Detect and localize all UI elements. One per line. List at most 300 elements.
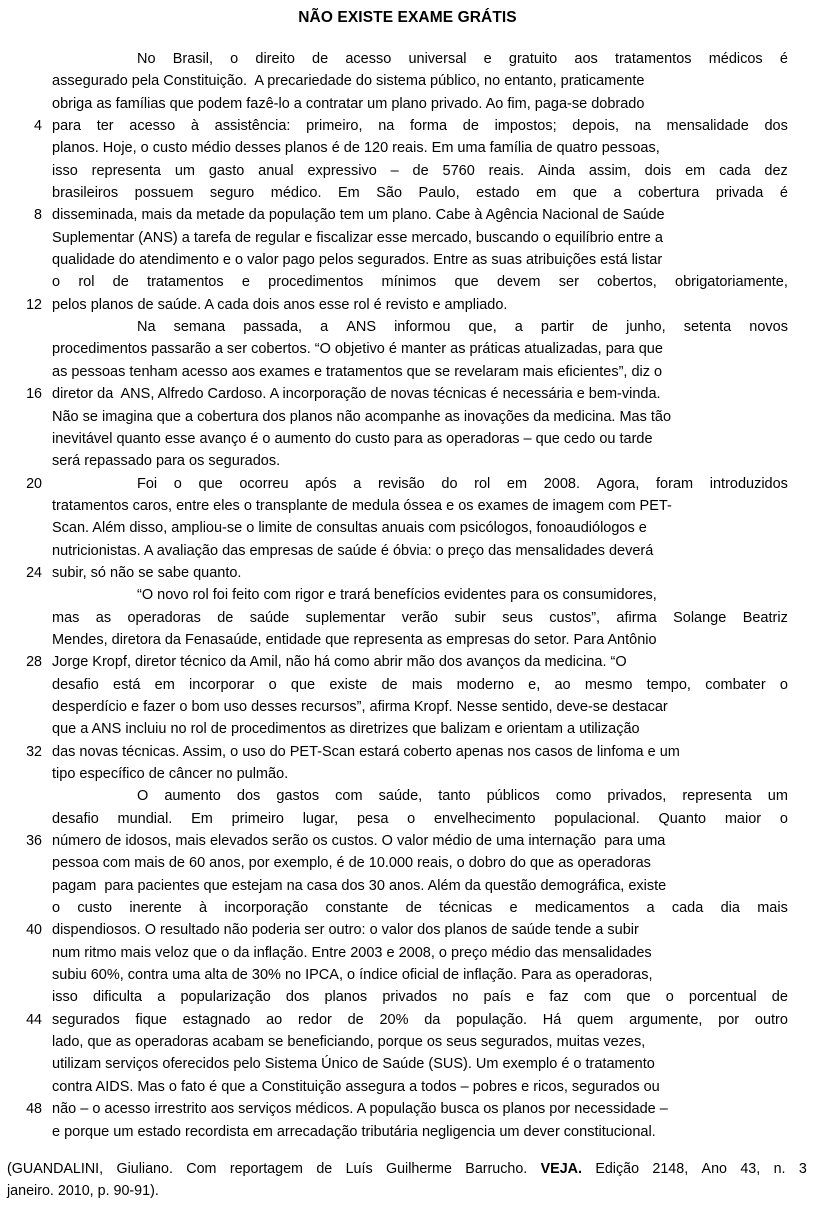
word: forma: [410, 118, 448, 135]
line-text: [52, 674, 788, 696]
word: 3: [798, 1161, 807, 1177]
text-line: [0, 964, 815, 986]
word: o: [407, 810, 416, 827]
word: que: [290, 676, 316, 693]
word: e: [509, 900, 518, 917]
word: quem: [577, 1011, 614, 1028]
text-line: [0, 942, 815, 964]
word: constante: [325, 900, 389, 917]
word: devem: [496, 274, 541, 291]
word: o: [52, 900, 61, 917]
line-text: qualidade do atendimento e o valor pago pelos segurados. Entre as suas atribuições está listar: [52, 252, 663, 269]
text-line: [0, 986, 815, 1008]
word: foram: [656, 475, 694, 492]
word: O: [137, 788, 149, 805]
line-text: número de idosos, mais elevados serão os custos. O valor médio de uma internação para uma: [52, 833, 666, 850]
word: que,: [468, 319, 497, 336]
text-line: [0, 830, 815, 852]
word: acesso: [345, 51, 392, 67]
word: o: [52, 274, 61, 291]
text-line: [0, 607, 815, 629]
line-text: subiu 60%, contra uma alta de 30% no IPCA, o índice oficial de inflação. Para as operadoras,: [52, 967, 653, 984]
word: dia: [720, 900, 740, 917]
word: afirma: [616, 609, 657, 626]
word: operadoras: [127, 609, 201, 626]
word: públicos: [486, 788, 540, 805]
word: mesmo: [584, 676, 633, 693]
word: informou: [394, 319, 451, 336]
word: e: [483, 51, 492, 67]
word: rol: [474, 475, 491, 492]
word: gastos: [276, 788, 320, 805]
word: 5760: [442, 162, 475, 179]
word: o: [665, 989, 674, 1006]
word: Em: [338, 185, 360, 202]
text-line: [0, 919, 815, 941]
word: ao: [266, 1011, 283, 1028]
text-line: [0, 741, 815, 763]
word: de: [591, 319, 609, 336]
word: de: [412, 162, 429, 179]
word: mundial.: [117, 810, 173, 827]
line-text: lado, que as operadoras acabam se beneficiando, porque os seus segurados, muitas vezes,: [52, 1034, 646, 1051]
word: e: [526, 989, 535, 1006]
word: depois,: [572, 118, 620, 135]
word: impostos;: [494, 118, 557, 135]
text-line: [0, 785, 815, 807]
line-text: subir, só não se sabe quanto.: [52, 564, 242, 581]
word: de: [312, 51, 329, 67]
line-text: tipo específico de câncer no pulmão.: [52, 766, 289, 782]
text-line: [0, 1031, 815, 1053]
word: o: [779, 810, 788, 827]
text-line: [0, 249, 815, 271]
word: a: [353, 475, 362, 492]
word: e,: [528, 676, 541, 693]
word: (GUANDALINI,: [7, 1161, 104, 1177]
word: saúde,: [378, 788, 423, 805]
word: gratuito: [508, 51, 558, 67]
word: as: [95, 609, 112, 626]
word: por: [718, 1011, 740, 1028]
word: a: [514, 319, 523, 336]
line-text: [52, 115, 788, 137]
text-line: [0, 1121, 815, 1143]
line-text: Jorge Kropf, diretor técnico da Amil, não há como abrir mão dos avanços da medicina. “O: [52, 654, 627, 671]
text-line: [0, 875, 815, 897]
line-number: 44: [26, 1011, 42, 1028]
word: outro: [754, 1011, 788, 1028]
word: passada,: [243, 319, 303, 336]
word: anual: [258, 162, 294, 179]
word: existe: [329, 676, 368, 693]
word: redor: [297, 1011, 332, 1028]
word: medicamentos: [534, 900, 630, 917]
line-text: [52, 897, 788, 919]
word: São: [376, 185, 403, 202]
word: ocorreu: [239, 475, 289, 492]
text-line: [0, 338, 815, 360]
text-line: [0, 629, 815, 651]
word: moderno: [456, 676, 514, 693]
word: representa: [91, 162, 161, 179]
word: argumente,: [629, 1011, 703, 1028]
word: mais: [411, 676, 443, 693]
text-line: [0, 696, 815, 718]
line-text: [52, 808, 788, 830]
line-text: dispendiosos. O resultado não poderia ser outro: o valor dos planos de saúde tende a subir: [52, 922, 639, 939]
word: mínimos: [381, 274, 437, 291]
text-line: [0, 718, 815, 740]
word: Giuliano.: [116, 1161, 173, 1177]
line-number: 24: [26, 564, 42, 581]
word: e: [241, 274, 250, 291]
line-text: planos. Hoje, o custo médio desses planos é de 120 reais. Em uma família de quatro pessoas,: [52, 140, 660, 157]
word: incorporar: [189, 676, 255, 693]
word: segurados: [52, 1011, 120, 1028]
text-line: [0, 115, 815, 137]
line-text: pagam para pacientes que estejam na casa dos 30 anos. Além da questão demográfica, existe: [52, 877, 667, 894]
text-line: [0, 584, 815, 606]
text-line: [0, 137, 815, 159]
line-text: [52, 48, 788, 70]
word: que: [454, 274, 479, 291]
line-text: as pessoas tenham acesso aos exames e tratamentos que se revelaram mais eficientes”, diz o: [52, 363, 663, 380]
word: verão: [401, 609, 439, 626]
line-text: Não se imagina que a cobertura dos planos não acompanhe as inovações da medicina. Mas tão: [52, 408, 672, 425]
word: a: [157, 989, 166, 1006]
line-text: obriga as famílias que podem fazê-lo a contratar um plano privado. Ao fim, paga-se dobrado: [52, 95, 645, 112]
word: porcentual: [688, 989, 757, 1006]
word: custos”,: [549, 609, 601, 626]
word: rol: [78, 274, 95, 291]
word: Paulo,: [418, 185, 460, 202]
word: cobertos,: [597, 274, 657, 291]
word: é: [779, 51, 788, 67]
word: direito: [255, 51, 295, 67]
word: assistência:: [214, 118, 291, 135]
word: de: [217, 609, 234, 626]
word: como: [555, 788, 592, 805]
word: técnicas: [439, 900, 493, 917]
text-line: [0, 204, 815, 226]
word: primeiro,: [306, 118, 363, 135]
word: privados: [382, 989, 438, 1006]
word: popularização: [180, 989, 271, 1006]
text-line: [0, 227, 815, 249]
line-text: [52, 473, 788, 495]
word: um: [174, 162, 195, 179]
line-number: 16: [26, 386, 42, 403]
word: setenta: [683, 319, 732, 336]
word: possuem: [134, 185, 194, 202]
word: estagnado: [182, 1011, 251, 1028]
text-line: [0, 428, 815, 450]
line-number: 36: [26, 833, 42, 850]
word: reais.: [488, 162, 525, 179]
word: país: [483, 989, 511, 1006]
word: população.: [456, 1011, 528, 1028]
word: populacional.: [554, 810, 640, 827]
text-line: [0, 1053, 815, 1075]
word: cada: [719, 162, 751, 179]
text-line: [0, 70, 815, 92]
word: incorporação: [224, 900, 309, 917]
word: em: [506, 475, 528, 492]
word: de: [381, 676, 398, 693]
word: que: [572, 185, 598, 202]
text-line: [0, 562, 815, 584]
text-line: [0, 48, 815, 70]
line-text: desperdício e fazer o bom uso desses recursos”, afirma Kropf. Nesse sentido, deve-se destacar: [52, 698, 668, 715]
text-line: [0, 495, 815, 517]
text-line: [0, 897, 815, 919]
word: dois: [644, 162, 672, 179]
line-text: “O novo rol foi feito com rigor e trará benefícios evidentes para os consumidores,: [137, 587, 657, 604]
line-text: Mendes, diretora da Fenasaúde, entidade que representa as empresas do setor. Para Antônio: [52, 631, 657, 648]
word: revisão: [377, 475, 425, 492]
line-text: e porque um estado recordista em arrecadação tributária negligencia um dever constitucional.: [52, 1123, 656, 1140]
word: representa: [682, 788, 752, 805]
word: 2008.: [543, 475, 581, 492]
source-line-1: [7, 1158, 807, 1180]
word: No: [137, 51, 156, 67]
word: dez: [764, 162, 788, 179]
text-line: [0, 1076, 815, 1098]
word: com: [335, 788, 363, 805]
word: Brasil,: [172, 51, 213, 67]
line-text: [52, 785, 788, 807]
word: Na: [137, 319, 156, 336]
word: isso: [52, 162, 78, 179]
word: aos: [574, 51, 598, 67]
word: semana: [173, 319, 226, 336]
word: novos: [749, 319, 788, 336]
word: de: [405, 900, 422, 917]
word: após: [305, 475, 337, 492]
text-line: [0, 406, 815, 428]
word: tanto: [438, 788, 471, 805]
word: está: [113, 676, 141, 693]
word: 20%: [379, 1011, 409, 1028]
word: é: [779, 185, 788, 202]
word: –: [390, 162, 399, 179]
text-line: [0, 450, 815, 472]
word: mensalidade: [666, 118, 749, 135]
text-line: [0, 361, 815, 383]
word: inerente: [129, 900, 182, 917]
word: brasileiros: [52, 185, 119, 202]
word: primeiro: [231, 810, 284, 827]
line-number: 40: [26, 922, 42, 939]
word: o: [268, 676, 277, 693]
word: em: [154, 676, 175, 693]
word: Beatriz: [742, 609, 788, 626]
text-line: [0, 316, 815, 338]
text-line: [0, 93, 815, 115]
text-line: [0, 808, 815, 830]
word: Edição: [595, 1161, 640, 1177]
line-text: inevitável quanto esse avanço é o aumento do custo para as operadoras – que cedo ou tarde: [52, 430, 653, 447]
word: maior: [724, 810, 762, 827]
line-number: 12: [26, 296, 42, 313]
text-line: [0, 540, 815, 562]
word: cobertura: [638, 185, 700, 202]
line-text: contra AIDS. Mas o fato é que a Constituição assegura a todos – pobres e ricos, segurados ou: [52, 1078, 660, 1095]
text-line: [0, 271, 815, 293]
text-line: [0, 517, 815, 539]
word: subir: [454, 609, 486, 626]
line-text: nutricionistas. A avaliação das empresas de saúde é óbvia: o preço das mensalidades deverá: [52, 542, 654, 559]
word: a: [320, 319, 329, 336]
word: pesa: [356, 810, 389, 827]
word: Ano: [701, 1161, 727, 1177]
line-number: 48: [26, 1101, 42, 1118]
word: suplementar: [305, 609, 386, 626]
page-title: NÃO EXISTE EXAME GRÁTIS: [298, 9, 517, 26]
word: reportagem: [229, 1161, 303, 1177]
word: faz: [549, 989, 569, 1006]
line-text: diretor da ANS, Alfredo Cardoso. A incorporação de novas técnicas é necessária e bem-vinda.: [52, 386, 661, 403]
line-text: [52, 271, 788, 293]
word: do: [441, 475, 458, 492]
word: assim,: [588, 162, 631, 179]
line-text: pessoa com mais de 60 anos, por exemplo, é de 10.000 reais, o dobro do que as operadoras: [52, 855, 651, 872]
line-number: 8: [34, 207, 42, 224]
word: para: [52, 118, 82, 135]
word: Em: [191, 810, 213, 827]
word: ANS: [346, 319, 377, 336]
text-line: [0, 160, 815, 182]
text-line: [0, 763, 815, 785]
line-text: num ritmo mais veloz que o da inflação. Entre 2003 e 2008, o preço médio das mensalidades: [52, 944, 652, 961]
line-text: que a ANS incluiu no rol de procedimentos as diretrizes que balizam e orientam a utilização: [52, 721, 640, 738]
word: à: [190, 118, 199, 135]
word: dos: [285, 989, 310, 1006]
word: Barrucho.: [465, 1161, 528, 1177]
word: envelhecimento: [433, 810, 536, 827]
word: um: [767, 788, 788, 805]
word: Ainda: [537, 162, 576, 179]
word: a: [613, 185, 622, 202]
word: aumento: [164, 788, 221, 805]
word: de: [316, 1161, 333, 1177]
word: procedimentos: [268, 274, 364, 291]
word: dos: [236, 788, 261, 805]
text-line: [0, 852, 815, 874]
word: planos: [324, 989, 368, 1006]
word: Luís: [345, 1161, 373, 1177]
word: isso: [52, 989, 78, 1006]
word: lugar,: [302, 810, 339, 827]
word: mas: [52, 609, 80, 626]
line-text: pelos planos de saúde. A cada dois anos esse rol é revisto e ampliado.: [52, 296, 508, 313]
word: Foi: [137, 475, 158, 492]
line-number: 28: [26, 654, 42, 671]
line-text: [52, 316, 788, 338]
word: saúde: [249, 609, 290, 626]
word: no: [452, 989, 469, 1006]
word: mais: [757, 900, 788, 917]
word: médicos: [708, 51, 763, 67]
word: obrigatoriamente,: [675, 274, 788, 291]
word: Guilherme: [385, 1161, 452, 1177]
word: seus: [502, 609, 533, 626]
word: fique: [135, 1011, 167, 1028]
word: universal: [408, 51, 467, 67]
line-text: [52, 986, 788, 1008]
word: o: [173, 475, 182, 492]
word: privados,: [607, 788, 667, 805]
line-text: disseminada, mais da metade da população tem um plano. Cabe à Agência Nacional de Saúde: [52, 207, 665, 224]
word: gasto: [208, 162, 245, 179]
line-text: [52, 182, 788, 204]
source-publication: VEJA.: [540, 1161, 582, 1177]
word: desafio: [52, 810, 99, 827]
word: em: [685, 162, 706, 179]
word: 2148,: [652, 1161, 689, 1177]
word: Quanto: [658, 810, 707, 827]
word: de: [462, 118, 479, 135]
word: n.: [773, 1161, 786, 1177]
word: introduzidos: [709, 475, 788, 492]
word: tratamentos: [147, 274, 224, 291]
word: partir: [540, 319, 574, 336]
source-citation: [7, 1158, 807, 1203]
line-number: 20: [26, 475, 42, 492]
source-line-2: janeiro. 2010, p. 90-91).: [7, 1183, 159, 1200]
text-line: [0, 182, 815, 204]
text-line: [0, 383, 815, 405]
word: acesso: [129, 118, 176, 135]
word: em: [536, 185, 557, 202]
line-text: Suplementar (ANS) a tarefa de regular e fiscalizar esse mercado, buscando o equilíbrio entre a: [52, 229, 663, 246]
word: 43,: [740, 1161, 761, 1177]
word: de: [771, 989, 788, 1006]
word: de: [347, 1011, 364, 1028]
word: que: [626, 989, 651, 1006]
word: tratamentos: [614, 51, 692, 67]
line-text: tratamentos caros, entre eles o transplante de medula óssea e os exames de imagem com PET-: [52, 497, 672, 514]
article-body: [0, 48, 815, 1143]
word: na: [634, 118, 651, 135]
text-line: [0, 651, 815, 673]
word: cada: [671, 900, 704, 917]
word: expressivo: [307, 162, 377, 179]
word: ao: [554, 676, 571, 693]
word: na: [378, 118, 395, 135]
word: Agora,: [596, 475, 640, 492]
word: médico.: [270, 185, 322, 202]
word: combater: [705, 676, 766, 693]
text-line: [0, 1098, 815, 1120]
line-number: 32: [26, 743, 42, 760]
word: da: [424, 1011, 441, 1028]
word: o: [230, 51, 239, 67]
word: Com: [186, 1161, 217, 1177]
word: dificulta: [92, 989, 143, 1006]
text-line: [0, 674, 815, 696]
line-text: utilizam serviços oferecidos pelo Sistema Único de Saúde (SUS). Um exemplo é o tratamento: [52, 1056, 655, 1073]
line-text: das novas técnicas. Assim, o uso do PET-Scan estará coberto apenas nos casos de linfoma e um: [52, 743, 680, 760]
line-text: [52, 160, 788, 182]
word: Solange: [673, 609, 727, 626]
line-text: será repassado para os segurados.: [52, 453, 281, 470]
word: ter: [96, 118, 114, 135]
word: custo: [77, 900, 113, 917]
word: o: [779, 676, 788, 693]
word: Há: [542, 1011, 562, 1028]
